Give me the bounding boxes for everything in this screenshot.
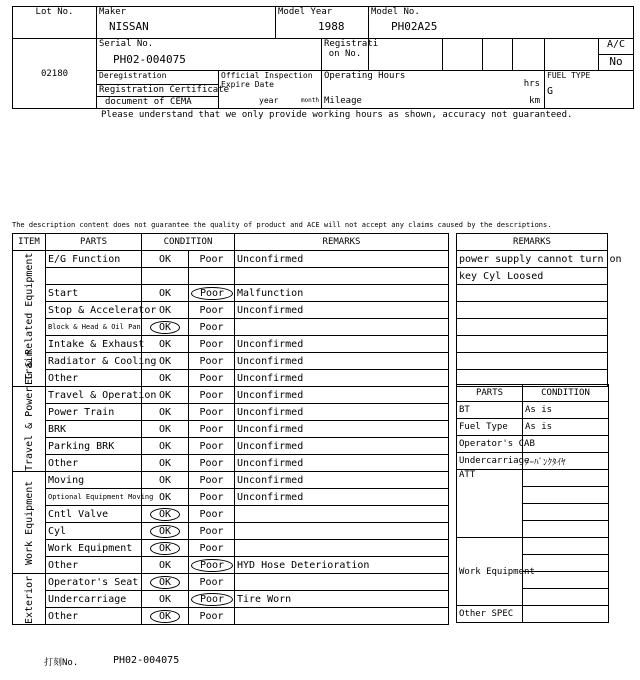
condition-row <box>13 608 449 625</box>
part-name: E/G Function <box>46 251 142 268</box>
remark-text: Unconfirmed <box>235 353 449 370</box>
parts-row <box>457 402 609 419</box>
op-hours-label: Operating Hours <box>324 71 406 81</box>
poor-mark: Poor <box>199 406 224 418</box>
registration-label: Registrati on No. <box>322 39 369 71</box>
item-header: ITEM <box>13 234 46 251</box>
km-label: km <box>529 96 540 106</box>
ok-cell <box>142 268 189 285</box>
ok-cell <box>142 421 189 438</box>
ok-mark: OK <box>158 423 172 435</box>
ok-mark: OK <box>150 508 180 521</box>
condition-header: CONDITION <box>142 234 235 251</box>
remark-text: HYD Hose Deterioration <box>235 557 449 574</box>
ok-cell <box>142 574 189 591</box>
registration-box-1 <box>369 39 443 71</box>
part-name: Optional Equipment Moving <box>46 489 142 506</box>
lot-no-label: Lot No. <box>13 7 97 39</box>
poor-mark: Poor <box>199 372 224 384</box>
item-group-label: Travel & Power Train <box>13 387 46 472</box>
parts-row <box>457 453 609 470</box>
poor-mark: Poor <box>199 457 224 469</box>
official-inspection-cell <box>219 71 322 109</box>
poor-cell <box>189 489 235 506</box>
model-year-label: Model Year <box>278 7 333 17</box>
model-no-value: PH02A25 <box>391 20 438 33</box>
serial-value: PH02-004075 <box>113 53 186 66</box>
condition-row <box>13 302 449 319</box>
condition-row <box>13 319 449 336</box>
ok-cell <box>142 438 189 455</box>
stamp-value: PH02-004075 <box>113 655 180 666</box>
poor-mark: Poor <box>199 440 224 452</box>
condition-row <box>13 489 449 506</box>
ok-mark: OK <box>158 406 172 418</box>
remarks-row <box>457 353 608 370</box>
remarks-header: REMARKS <box>235 234 449 251</box>
condition-row <box>13 421 449 438</box>
official-label: Official Inspection Expire Date <box>221 71 313 89</box>
ac-value: No <box>609 55 623 68</box>
remark-text: Tire Worn <box>235 591 449 608</box>
parts-header: PARTS <box>46 234 142 251</box>
condition-row <box>13 523 449 540</box>
poor-mark: Poor <box>199 474 224 486</box>
maker-cell <box>97 7 276 39</box>
reg-cema-cell <box>97 85 230 109</box>
poor-mark: Poor <box>199 355 224 367</box>
lot-no-value: 02180 <box>13 39 97 109</box>
part-name: Other <box>46 557 142 574</box>
part-name: Other <box>46 370 142 387</box>
condition-table-body <box>13 251 449 625</box>
ok-mark: OK <box>158 355 172 367</box>
remarks-line <box>457 319 608 336</box>
part-name: Parking BRK <box>46 438 142 455</box>
remarks-row <box>457 336 608 353</box>
remarks-line <box>457 302 608 319</box>
parts-condition <box>523 538 609 555</box>
hours-note: Please understand that we only provide working hours as shown, accuracy not guaranteed. <box>101 110 573 120</box>
parts-condition <box>523 606 609 623</box>
fuel-type-value: G <box>547 86 554 97</box>
remark-text: Malfunction <box>235 285 449 302</box>
remarks-side-header: REMARKS <box>457 234 608 251</box>
dereg-label: Deregistration <box>97 71 219 85</box>
remark-text <box>235 319 449 336</box>
ok-cell <box>142 557 189 574</box>
condition-row <box>13 540 449 557</box>
remark-text <box>235 574 449 591</box>
poor-cell <box>189 336 235 353</box>
part-name: Operator's Seat <box>46 574 142 591</box>
part-name: Cntl Valve <box>46 506 142 523</box>
condition-row <box>13 370 449 387</box>
ok-mark: OK <box>158 253 172 265</box>
remarks-line: key Cyl Loosed <box>457 268 608 285</box>
ok-mark: OK <box>158 440 172 452</box>
ok-mark: OK <box>158 338 172 350</box>
ok-mark: OK <box>158 474 172 486</box>
poor-mark: Poor <box>191 559 233 572</box>
condition-row <box>13 251 449 268</box>
serial-cell <box>97 39 322 71</box>
remark-text: Unconfirmed <box>235 472 449 489</box>
condition-row <box>13 557 449 574</box>
poor-mark: Poor <box>199 338 224 350</box>
remarks-line <box>457 285 608 302</box>
poor-cell <box>189 523 235 540</box>
poor-cell <box>189 404 235 421</box>
hrs-label: hrs <box>523 79 540 89</box>
poor-cell <box>189 251 235 268</box>
parts-table <box>456 384 609 623</box>
poor-cell <box>189 557 235 574</box>
condition-row <box>13 268 449 285</box>
remark-text <box>235 608 449 625</box>
ok-mark: OK <box>158 559 172 571</box>
ok-cell <box>142 370 189 387</box>
poor-mark: Poor <box>199 423 224 435</box>
ok-cell <box>142 251 189 268</box>
part-name <box>46 268 142 285</box>
maker-label: Maker <box>99 7 127 17</box>
parts-row <box>457 606 609 623</box>
month-label: month <box>300 97 319 104</box>
ok-cell <box>142 591 189 608</box>
remark-text: Unconfirmed <box>235 251 449 268</box>
parts-row <box>457 436 609 453</box>
ok-mark: OK <box>150 542 180 555</box>
poor-cell <box>189 421 235 438</box>
poor-cell <box>189 608 235 625</box>
part-name: Power Train <box>46 404 142 421</box>
condition-row <box>13 285 449 302</box>
remarks-line <box>457 336 608 353</box>
year-label: year <box>259 96 279 105</box>
fuel-type-label: FUEL TYPE <box>547 71 591 80</box>
remarks-line <box>457 353 608 370</box>
registration-box-2 <box>443 39 483 71</box>
part-name: Stop & Accelerator <box>46 302 142 319</box>
remark-text <box>235 540 449 557</box>
poor-mark: Poor <box>199 508 224 520</box>
ac-label: A/C <box>599 39 633 55</box>
work-equipment-label: Work Equipment <box>457 538 523 606</box>
item-group-label: Exterior <box>13 574 46 625</box>
remark-text: Unconfirmed <box>235 438 449 455</box>
poor-mark: Poor <box>191 593 233 606</box>
poor-mark: Poor <box>199 389 224 401</box>
remarks-line: power supply cannot turn on <box>457 251 608 268</box>
ok-cell <box>142 523 189 540</box>
mileage-label: Mileage <box>324 96 362 106</box>
ok-mark: OK <box>158 304 172 316</box>
poor-cell <box>189 387 235 404</box>
remark-text: Unconfirmed <box>235 302 449 319</box>
parts-row <box>457 538 609 555</box>
remarks-row <box>457 285 608 302</box>
remark-text: Unconfirmed <box>235 421 449 438</box>
remarks-table <box>456 233 622 387</box>
parts-condition <box>523 555 609 572</box>
poor-cell <box>189 455 235 472</box>
poor-cell <box>189 353 235 370</box>
poor-cell <box>189 302 235 319</box>
parts-table-body <box>457 402 609 623</box>
parts-condition <box>523 504 609 521</box>
poor-mark: Poor <box>199 304 224 316</box>
parts-condition: As is <box>523 419 609 436</box>
poor-cell <box>189 472 235 489</box>
poor-cell <box>189 574 235 591</box>
parts-name: Undercarriage <box>457 453 523 470</box>
parts-condition <box>523 572 609 589</box>
condition-row <box>13 387 449 404</box>
ok-cell <box>142 319 189 336</box>
poor-cell <box>189 319 235 336</box>
poor-mark: Poor <box>199 542 224 554</box>
condition-row <box>13 506 449 523</box>
poor-cell <box>189 506 235 523</box>
condition-row <box>13 404 449 421</box>
remark-text <box>235 268 449 285</box>
cema-label: document of CEMA <box>105 97 192 107</box>
part-name: Radiator & Cooling <box>46 353 142 370</box>
condition-table <box>12 233 449 625</box>
header-table <box>12 6 634 109</box>
poor-cell <box>189 285 235 302</box>
registration-box-4 <box>513 39 545 71</box>
parts-condition <box>523 487 609 504</box>
ok-mark: OK <box>158 389 172 401</box>
stamp-label: 打刻No. <box>44 658 79 668</box>
remark-text: Unconfirmed <box>235 489 449 506</box>
ok-mark: OK <box>150 576 180 589</box>
registration-box-3 <box>483 39 513 71</box>
ok-mark: OK <box>158 457 172 469</box>
parts-condition <box>523 436 609 453</box>
ok-mark: OK <box>150 610 180 623</box>
poor-cell <box>189 438 235 455</box>
part-name: Intake & Exhaust <box>46 336 142 353</box>
part-name: Moving <box>46 472 142 489</box>
part-name: Start <box>46 285 142 302</box>
condition-side-header: CONDITION <box>523 385 609 402</box>
condition-row <box>13 438 449 455</box>
ok-mark: OK <box>158 287 172 299</box>
model-year-cell <box>276 7 369 39</box>
ok-cell <box>142 608 189 625</box>
poor-mark: Poor <box>199 321 224 333</box>
parts-condition <box>523 470 609 487</box>
ok-cell <box>142 455 189 472</box>
model-no-label: Model No. <box>371 7 420 17</box>
part-name: Block & Head & Oil Pan <box>46 319 142 336</box>
part-name: Other <box>46 608 142 625</box>
item-group-label: Work Equipment <box>13 472 46 574</box>
ok-cell <box>142 472 189 489</box>
ok-cell <box>142 404 189 421</box>
remarks-row <box>457 302 608 319</box>
parts-name: BT <box>457 402 523 419</box>
disclaimer: The description content does not guarantee the quality of product and ACE will not accept any claims caused by the descriptions. <box>12 221 552 229</box>
ok-mark: OK <box>150 525 180 538</box>
part-name: Other <box>46 455 142 472</box>
remark-text <box>235 506 449 523</box>
ok-cell <box>142 336 189 353</box>
ok-mark: OK <box>150 321 180 334</box>
model-no-cell <box>369 7 634 39</box>
parts-condition: As is <box>523 402 609 419</box>
ac-cell <box>599 39 634 71</box>
parts-row <box>457 419 609 436</box>
poor-mark: Poor <box>191 287 233 300</box>
poor-mark: Poor <box>199 576 224 588</box>
remarks-row <box>457 268 608 285</box>
ok-mark: OK <box>158 491 172 503</box>
poor-cell <box>189 540 235 557</box>
ok-cell <box>142 506 189 523</box>
poor-mark: Poor <box>199 491 224 503</box>
remark-text: Unconfirmed <box>235 370 449 387</box>
poor-cell <box>189 268 235 285</box>
remark-text: Unconfirmed <box>235 404 449 421</box>
remark-text <box>235 523 449 540</box>
att-label: ATT <box>457 470 523 538</box>
remark-text: Unconfirmed <box>235 387 449 404</box>
hours-mileage-cell <box>322 71 545 109</box>
parts-row <box>457 470 609 487</box>
fuel-type-cell <box>545 71 634 109</box>
parts-condition <box>523 589 609 606</box>
condition-row <box>13 455 449 472</box>
part-name: BRK <box>46 421 142 438</box>
remark-text: Unconfirmed <box>235 455 449 472</box>
part-name: Work Equipment <box>46 540 142 557</box>
model-year-value: 1988 <box>318 20 345 33</box>
parts-name: Operator's CAB <box>457 436 523 453</box>
ok-cell <box>142 540 189 557</box>
item-group-label: EG & Related Equipment <box>13 251 46 387</box>
registration-box-5 <box>545 39 599 71</box>
remarks-row <box>457 319 608 336</box>
condition-row <box>13 574 449 591</box>
other-spec-label: Other SPEC <box>457 606 523 623</box>
maker-value: NISSAN <box>109 20 149 33</box>
poor-cell <box>189 370 235 387</box>
part-name: Travel & Operation <box>46 387 142 404</box>
remarks-table-body <box>457 251 622 387</box>
part-name: Cyl <box>46 523 142 540</box>
parts-condition <box>523 521 609 538</box>
condition-row <box>13 591 449 608</box>
parts-name: Fuel Type <box>457 419 523 436</box>
poor-mark: Poor <box>199 253 224 265</box>
remarks-row <box>457 251 608 268</box>
ok-cell <box>142 285 189 302</box>
remark-text: Unconfirmed <box>235 336 449 353</box>
reg-cert-label: Registration Certificate <box>99 85 230 95</box>
condition-row <box>13 472 449 489</box>
parts-condition: ﾉｰﾊﾞﾝｸﾀｲﾔ <box>523 453 609 470</box>
poor-mark: Poor <box>199 525 224 537</box>
parts-side-header: PARTS <box>457 385 523 402</box>
ok-mark: OK <box>158 593 172 605</box>
condition-row <box>13 353 449 370</box>
poor-cell <box>189 591 235 608</box>
ok-mark: OK <box>158 372 172 384</box>
serial-label: Serial No. <box>99 39 154 49</box>
poor-mark: Poor <box>199 610 224 622</box>
condition-row <box>13 336 449 353</box>
part-name: Undercarriage <box>46 591 142 608</box>
